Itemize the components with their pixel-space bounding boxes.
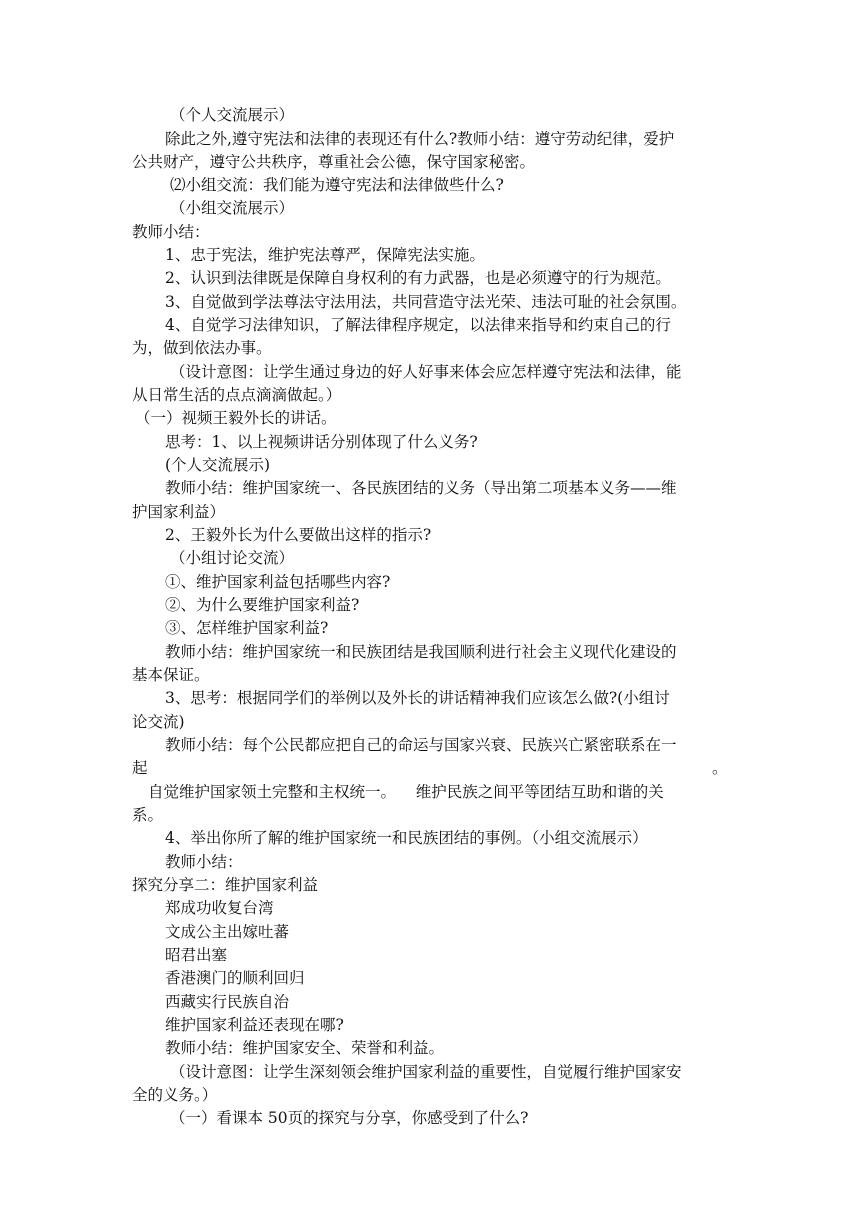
text-line: 起	[132, 759, 148, 777]
text-line: 4、自觉学习法律知识，了解法律程序规定，以法律来指导和约束自己的行	[165, 316, 671, 334]
text-line: （个人交流展示）	[170, 106, 295, 124]
text-line: 2、认识到法律既是保障自身权利的有力武器，也是必须遵守的行为规范。	[165, 269, 671, 287]
text-line: 教师小结：维护国家安全、荣誉和利益。	[165, 1039, 445, 1057]
text-line: ①、维护国家利益包括哪些内容?	[165, 573, 391, 591]
text-line: 西藏实行民族自治	[165, 993, 290, 1011]
text-line: 教师小结：维护国家统一、各民族团结的义务（导出第二项基本义务——维	[165, 479, 677, 497]
text-line: 护国家利益）	[132, 503, 226, 521]
text-line: 为，做到依法办事。	[132, 339, 272, 357]
text-line: (个人交流展示)	[165, 456, 271, 474]
text-line: 自觉维护国家领土完整和主权统一。 维护民族之间平等团结互助和谐的关	[148, 783, 664, 801]
text-line: ②、为什么要维护国家利益?	[165, 596, 360, 614]
text-line: 教师小结：每个公民都应把自己的命运与国家兴衰、民族兴亡紧密联系在一	[165, 736, 677, 754]
text-line: 昭君出塞	[165, 946, 228, 964]
text-line: 论交流)	[132, 713, 185, 731]
text-line: 维护国家利益还表现在哪?	[165, 1016, 344, 1034]
text-line: 从日常生活的点点滴滴做起。）	[132, 386, 342, 404]
text-line: 。	[712, 759, 728, 777]
text-line: 全的义务。）	[132, 1086, 218, 1104]
text-line: 2、王毅外长为什么要做出这样的指示?	[165, 526, 432, 544]
text-line: 郑成功收复台湾	[165, 899, 274, 917]
text-line: 1、忠于宪法，维护宪法尊严，保障宪法实施。	[165, 246, 485, 264]
text-line: （小组交流展示）	[170, 199, 295, 217]
text-line: 3、思考：根据同学们的举例以及外长的讲话精神我们应该怎么做?(小组讨	[165, 689, 670, 707]
text-line: 教师小结：维护国家统一和民族团结是我国顺利进行社会主义现代化建设的	[165, 643, 677, 661]
text-line: 系。	[132, 806, 164, 824]
text-line: （设计意图：让学生通过身边的好人好事来体会应怎样遵守宪法和法律，能	[170, 363, 682, 381]
text-line: 香港澳门的顺利回归	[165, 969, 305, 987]
text-line: 教师小结：	[165, 853, 243, 871]
text-line: 教师小结：	[132, 223, 210, 241]
text-line: （一）看课本 50页的探究与分享，你感受到了什么?	[170, 1109, 529, 1127]
text-line: （小组讨论交流）	[170, 549, 295, 567]
text-line: （设计意图：让学生深刻领会维护国家利益的重要性，自觉履行维护国家安	[170, 1063, 682, 1081]
text-line: 文成公主出嫁吐蕃	[165, 923, 290, 941]
text-line: ⑵小组交流：我们能为遵守宪法和法律做些什么?	[170, 176, 504, 194]
text-line: 公共财产，遵守公共秩序，尊重社会公德，保守国家秘密。	[132, 153, 536, 171]
text-line: ③、怎样维护国家利益?	[165, 619, 329, 637]
text-line: 探究分享二：维护国家利益	[132, 876, 319, 894]
text-line: 3、自觉做到学法尊法守法用法，共同营造守法光荣、违法可耻的社会氛围。	[165, 293, 687, 311]
text-line: 思考：1、以上视频讲话分别体现了什么义务?	[165, 433, 478, 451]
text-line: 4、举出你所了解的维护国家统一和民族团结的事例。（小组交流展示）	[165, 829, 648, 847]
text-line: 除此之外,遵守宪法和法律的表现还有什么?教师小结：遵守劳动纪律，爱护	[165, 130, 675, 148]
text-line: （一）视频王毅外长的讲话。	[135, 409, 337, 427]
text-line: 基本保证。	[132, 666, 210, 684]
